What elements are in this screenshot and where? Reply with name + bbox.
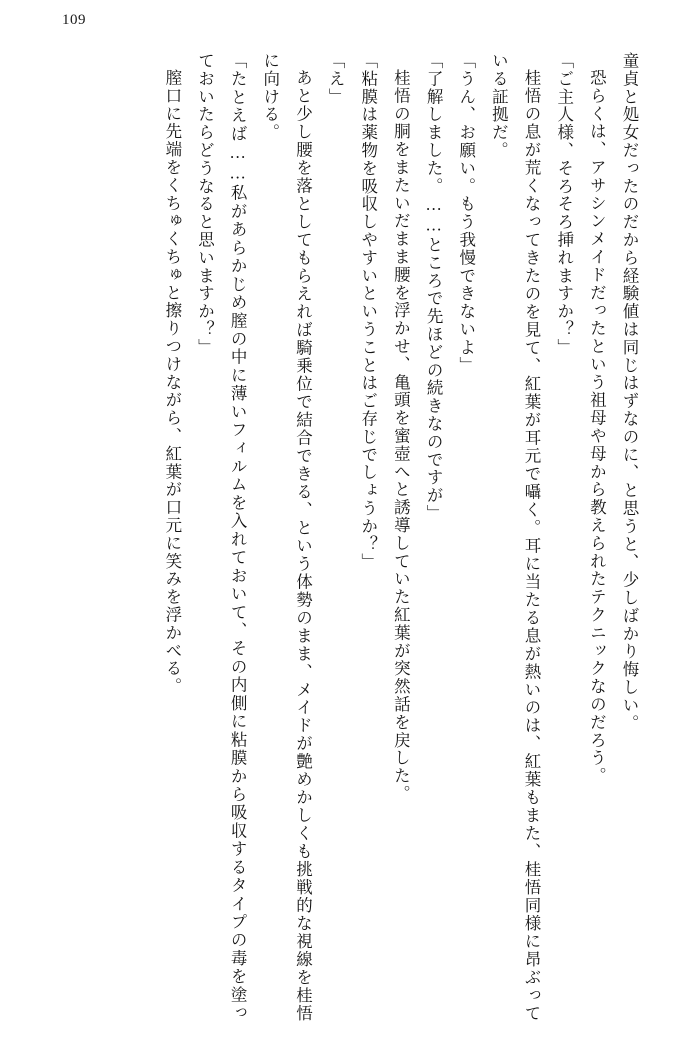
paragraph: あと少し腰を落としてもらえれば騎乗位で結合できる、という体勢のまま、メイドが艶めかしくも挑戦的な視線を桂悟に向ける。 [260, 52, 313, 1022]
paragraph: 恐らくは、アサシンメイドだったという祖母や母から教えられたテクニックなのだろう。 [587, 68, 607, 785]
paragraph: 「粘膜は薬物を吸収しやすいということはご存じでしょうか？」 [358, 52, 378, 572]
paragraph: 桂悟の息が荒くなってきたのを見て、紅葉が耳元で囁く。耳に当たる息が熱いのは、紅葉もまた、桂悟同様に昂ぶっている証拠だ。 [489, 52, 542, 1022]
paragraph: 「了解しました。……ところで先ほどの続きなのですが」 [424, 52, 444, 523]
paragraph: 桂悟の胴をまたいだまま腰を浮かせ、亀頭を蜜壺へと誘導していた紅葉が突然話を戻した。 [391, 68, 411, 803]
paragraph: 「たとえば……私があらかじめ膣の中に薄いフィルムを入れておいて、その内側に粘膜から吸収するタイプの毒を塗っておいたらどうなると思いますか？」 [195, 52, 248, 1022]
paragraph: 「ご主人様、そろそろ挿れますか？」 [554, 52, 574, 357]
paragraph: 「え」 [326, 52, 346, 106]
page-body-text [34, 52, 645, 1022]
page-number: 109 [62, 12, 86, 28]
paragraph: 膣口に先端をくちゅくちゅと擦りつけながら、紅葉が口元に笑みを浮かべる。 [162, 68, 182, 695]
paragraph: 童貞と処女だったのだから経験値は同じはずなのに、と思うと、少しばかり悔しい。 [620, 52, 639, 733]
paragraph: 「うん、お願い。もう我慢できないよ」 [456, 52, 476, 375]
